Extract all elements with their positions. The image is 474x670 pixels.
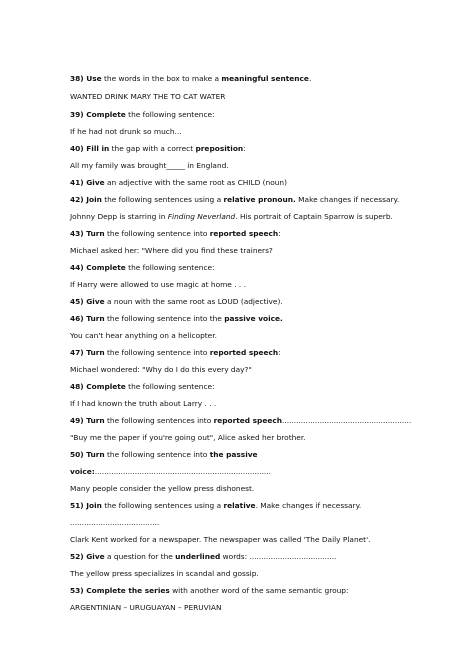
instruction-text: the following sentence: [125, 263, 215, 272]
question-49-text: "Buy me the paper if you're going out", Alice asked her brother. [70, 433, 306, 442]
question-number: 53) Complete the series [70, 586, 170, 595]
instruction-text: the following sentences using a [101, 195, 224, 204]
instruction-text: the following sentence into [104, 450, 210, 459]
question-39 [70, 110, 465, 120]
question-49 [70, 416, 465, 426]
instruction-text: . [308, 74, 312, 83]
instruction-text: with another word of the same semantic group: [169, 586, 349, 595]
instruction-keyword: passive voice. [224, 314, 283, 323]
sentence-text: . His portrait of Captain Sparrow is superb. [235, 212, 393, 221]
question-51 [70, 501, 465, 511]
question-number: 50) Turn [70, 450, 105, 459]
answer-dots: ........................................................................... [94, 467, 271, 476]
instruction-text: a question for the [104, 552, 176, 561]
question-number: 46) Turn [70, 314, 105, 323]
question-51-answer-dots: ...................................... [70, 518, 160, 527]
instruction-keyword: relative pronoun. [223, 195, 296, 204]
instruction-text: the following sentences into [104, 416, 214, 425]
question-50-text: Many people consider the yellow press dishonest. [70, 484, 255, 493]
question-number: 41) Give [70, 178, 105, 187]
question-number: 40) Fill in [70, 144, 110, 153]
question-45 [70, 297, 465, 307]
question-47-text: Michael wondered: "Why do I do this every day?" [70, 365, 252, 374]
question-number: 52) Give [70, 552, 105, 561]
question-number: 43) Turn [70, 229, 105, 238]
instruction-text: : [278, 348, 281, 357]
instruction-keyword: underlined [175, 552, 221, 561]
instruction-keyword: voice: [70, 467, 95, 476]
question-53-text: ARGENTINIAN – URUGUAYAN – PERUVIAN [70, 603, 222, 612]
instruction-keyword: preposition [195, 144, 244, 153]
instruction-keyword: relative [223, 501, 256, 510]
question-38-words: WANTED DRINK MARY THE TO CAT WATER [70, 92, 226, 101]
question-51-text: Clark Kent worked for a newspaper. The newspaper was called 'The Daily Planet'. [70, 535, 371, 544]
instruction-text: . Make changes if necessary. [255, 501, 362, 510]
question-41 [70, 178, 465, 188]
question-number: 48) Complete [70, 382, 126, 391]
instruction-keyword: the passive [209, 450, 258, 459]
instruction-text: the following sentence into [104, 348, 210, 357]
instruction-text: : [243, 144, 246, 153]
question-44 [70, 263, 465, 273]
question-52-text: The yellow press specializes in scandal and gossip. [70, 569, 259, 578]
question-53 [70, 586, 465, 596]
instruction-text: an adjective with the same root as CHILD (noun) [104, 178, 287, 187]
question-40-text: All my family was brought_____ in England. [70, 161, 229, 170]
instruction-text: the following sentence into [104, 229, 210, 238]
question-number: 44) Complete [70, 263, 126, 272]
question-38 [70, 74, 465, 84]
instruction-text: words: ..................................... [220, 552, 337, 561]
instruction-text: the following sentence: [125, 382, 215, 391]
question-number: 51) Join [70, 501, 102, 510]
question-48 [70, 382, 465, 392]
question-40 [70, 144, 465, 154]
question-50-continued [70, 467, 465, 477]
sentence-text: Johnny Depp is starring in [70, 212, 168, 221]
question-number: 38) Use [70, 74, 102, 83]
instruction-keyword: reported speech [209, 348, 279, 357]
instruction-text: the following sentence: [125, 110, 215, 119]
question-50 [70, 450, 465, 460]
instruction-text: the words in the box to make a [101, 74, 222, 83]
question-number: 39) Complete [70, 110, 126, 119]
question-number: 47) Turn [70, 348, 105, 357]
film-title: Finding Neverland [167, 212, 236, 221]
question-number: 45) Give [70, 297, 105, 306]
question-46-text: You can't hear anything on a helicopter. [70, 331, 217, 340]
instruction-text: : [278, 229, 281, 238]
instruction-keyword: reported speech [213, 416, 283, 425]
question-43 [70, 229, 465, 239]
question-47 [70, 348, 465, 358]
instruction-keyword: meaningful sentence [221, 74, 309, 83]
instruction-text: a noun with the same root as LOUD (adjective). [104, 297, 283, 306]
instruction-text: Make changes if necessary. [295, 195, 400, 204]
question-42-text [70, 212, 465, 222]
question-44-text: If Harry were allowed to use magic at home . . . [70, 280, 246, 289]
question-number: 42) Join [70, 195, 102, 204]
question-43-text: Michael asked her: "Where did you find these trainers? [70, 246, 273, 255]
instruction-text: the following sentences using a [101, 501, 224, 510]
question-42 [70, 195, 465, 205]
question-48-text: If I had known the truth about Larry . . . [70, 399, 217, 408]
question-number: 49) Turn [70, 416, 105, 425]
instruction-keyword: reported speech [209, 229, 279, 238]
instruction-text: the following sentence into the [104, 314, 225, 323]
answer-dots: ....................................................... [282, 416, 412, 425]
instruction-text: the gap with a correct [109, 144, 196, 153]
question-46 [70, 314, 465, 324]
question-39-text: If he had not drunk so much... [70, 127, 182, 136]
question-52 [70, 552, 465, 562]
